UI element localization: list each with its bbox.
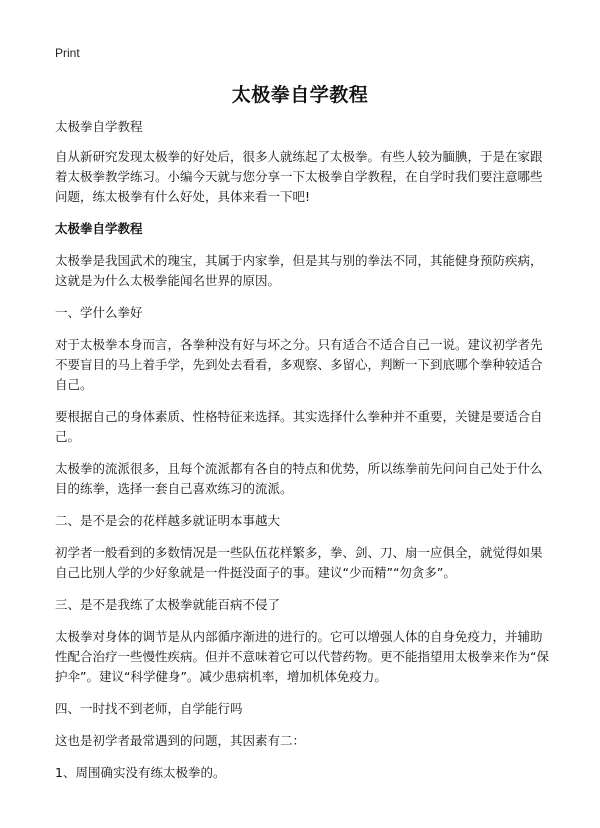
- body-paragraph: 太极拳是我国武术的瑰宝，其属于内家拳，但是其与别的拳法不同，其能健身预防疾病，这就是为什么太极拳能闻名世界的原因。: [55, 253, 543, 288]
- body-paragraph: 要根据自己的身体素质、性格特征来选择。其实选择什么拳种并不重要，关键是要适合自己。: [55, 409, 543, 444]
- print-link[interactable]: Print: [55, 46, 80, 60]
- body-paragraph: 这也是初学者最常遇到的问题，其因素有二：: [55, 733, 306, 748]
- article-body: [55, 117, 550, 795]
- subtitle-paragraph: 太极拳自学教程: [55, 119, 143, 134]
- page-title: 太极拳自学教程: [231, 84, 369, 106]
- body-paragraph: 太极拳对身体的调节是从内部循序渐进的进行的。它可以增强人体的自身免疫力，并辅助性配合治疗一些慢性疾病。但并不意味着它可以代替药物。更不能指望用太极拳来作为“保护伞”。建议“科学健身”。减少患病机率，增加机体免疫力。: [55, 629, 549, 684]
- body-paragraph: 太极拳的流派很多，且每个流派都有各自的特点和优势，所以练拳前先问问自己处于什么目的练拳，选择一套自己喜欢练习的流派。: [55, 461, 543, 496]
- question-heading: 一、学什么拳好: [55, 305, 143, 320]
- intro-paragraph: 自从新研究发现太极拳的好处后，很多人就练起了太极拳。有些人较为腼腆，于是在家跟着太极拳教学练习。小编今天就与您分享一下太极拳自学教程，在自学时我们要注意哪些问题，练太极拳有什么好处，具体来看一下吧!: [55, 149, 543, 204]
- body-paragraph: 初学者一般看到的多数情况是一些队伍花样繁多，拳、剑、刀、扇一应俱全，就觉得如果自己比别人学的少好象就是一件挺没面子的事。建议“少而精”“勿贪多”。: [55, 545, 543, 580]
- question-heading: 四、一时找不到老师，自学能行吗: [55, 701, 243, 716]
- body-paragraph: 对于太极拳本身而言，各拳种没有好与坏之分。只有适合不适合自己一说。建议初学者先不要盲目的马上着手学，先到处去看看，多观察、多留心，判断一下到底哪个拳种较适合自己。: [55, 337, 543, 392]
- section-heading: 太极拳自学教程: [55, 221, 143, 236]
- question-heading: 二、是不是会的花样越多就证明本事越大: [55, 513, 281, 528]
- list-item: 1、周围确实没有练太极拳的。: [55, 765, 226, 780]
- question-heading: 三、是不是我练了太极拳就能百病不侵了: [55, 597, 281, 612]
